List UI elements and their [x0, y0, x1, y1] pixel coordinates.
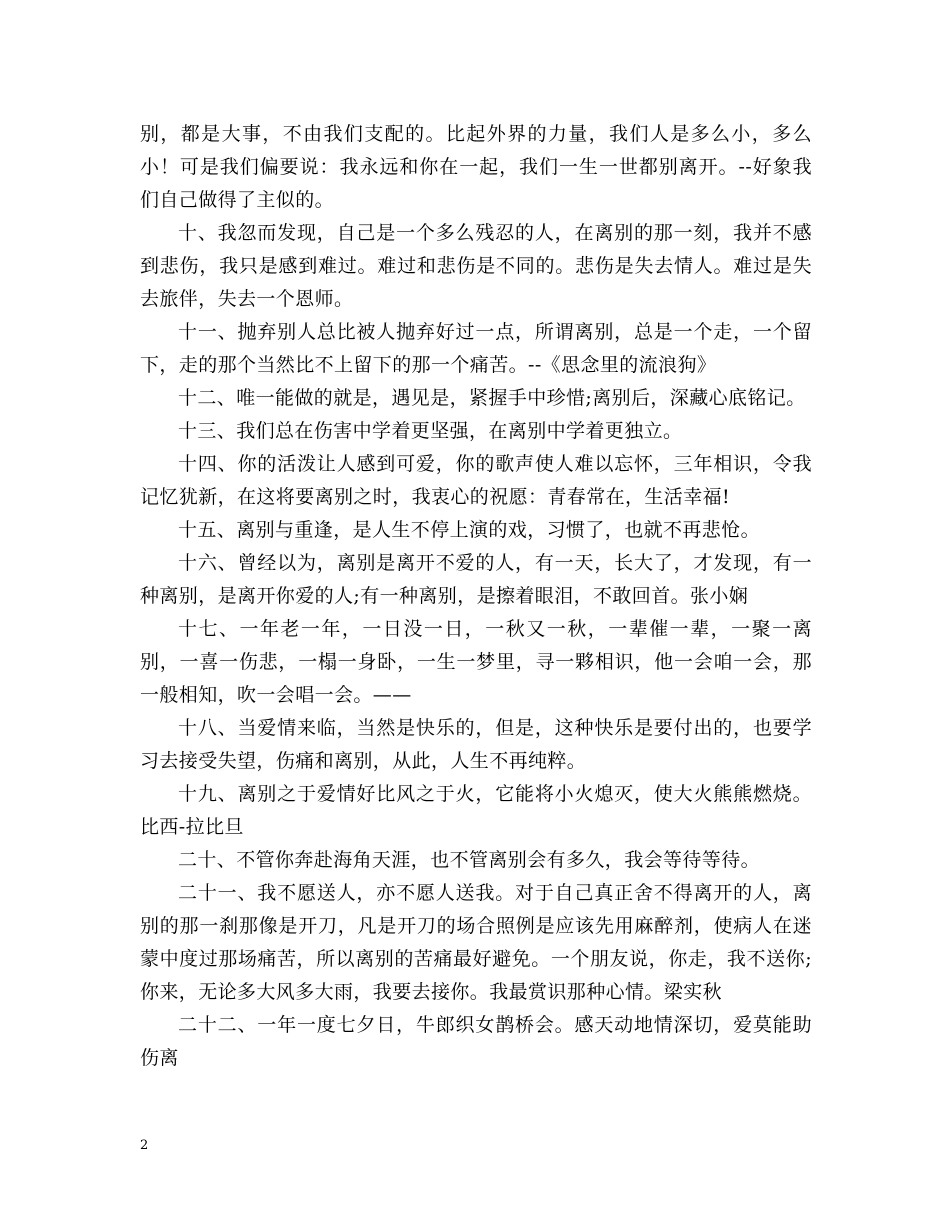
paragraph-19: 十九、离别之于爱情好比风之于火，它能将小火熄灭，使大火熊熊燃烧。比西-拉比旦 [140, 783, 812, 838]
paragraph-13: 十三、我们总在伤害中学着更坚强，在离别中学着更独立。 [178, 420, 683, 442]
paragraph-16: 十六、曾经以为，离别是离开不爱的人，有一天，长大了，才发现，有一种离别，是离开你爱的人;有一种离别，是擦着眼泪，不敢回首。张小娴 [140, 552, 812, 607]
document-body [140, 118, 812, 1075]
paragraph-14: 十四、你的活泼让人感到可爱，你的歌声使人难以忘怀，三年相识，令我记忆犹新，在这将要离别之时，我衷心的祝愿：青春常在，生活幸福! [140, 453, 812, 508]
paragraph-21: 二十一、我不愿送人，亦不愿人送我。对于自己真正舍不得离开的人，离别的那一刹那像是开刀，凡是开刀的场合照例是应该先用麻醉剂，使病人在迷蒙中度过那场痛苦，所以离别的苦痛最好避免。一个朋友说，你走，我不送你;你来，无论多大风多大雨，我要去接你。我最赏识那种心情。梁实秋 [140, 882, 812, 1003]
page-number: 2 [140, 1138, 149, 1153]
paragraph-11: 十一、抛弃别人总比被人抛弃好过一点，所谓离别，总是一个走，一个留下，走的那个当然比不上留下的那一个痛苦。--《思念里的流浪狗》 [140, 321, 812, 376]
paragraph-22: 二十二、一年一度七夕日，牛郎织女鹊桥会。感天动地情深切，爱莫能助伤离 [140, 1014, 812, 1069]
paragraph-10: 十、我忽而发现，自己是一个多么残忍的人，在离别的那一刻，我并不感到悲伤，我只是感到难过。难过和悲伤是不同的。悲伤是失去情人。难过是失去旅伴，失去一个恩师。 [140, 222, 812, 310]
paragraph-continuation: 别，都是大事，不由我们支配的。比起外界的力量，我们人是多么小，多么小！可是我们偏要说：我永远和你在一起，我们一生一世都别离开。--好象我们自己做得了主似的。 [140, 123, 812, 211]
paragraph-17: 十七、一年老一年，一日没一日，一秋又一秋，一辈催一辈，一聚一离别，一喜一伤悲，一榻一身卧，一生一梦里，寻一夥相识，他一会咱一会，那一般相知，吹一会唱一会。—— [140, 618, 812, 706]
paragraph-12: 十二、唯一能做的就是，遇见是，紧握手中珍惜;离别后，深藏心底铭记。 [178, 387, 806, 409]
paragraph-18: 十八、当爱情来临，当然是快乐的，但是，这种快乐是要付出的，也要学习去接受失望，伤痛和离别，从此，人生不再纯粹。 [140, 717, 812, 772]
paragraph-20: 二十、不管你奔赴海角天涯，也不管离别会有多久，我会等待等待。 [178, 849, 761, 871]
paragraph-15: 十五、离别与重逢，是人生不停上演的戏，习惯了，也就不再悲怆。 [178, 519, 761, 541]
